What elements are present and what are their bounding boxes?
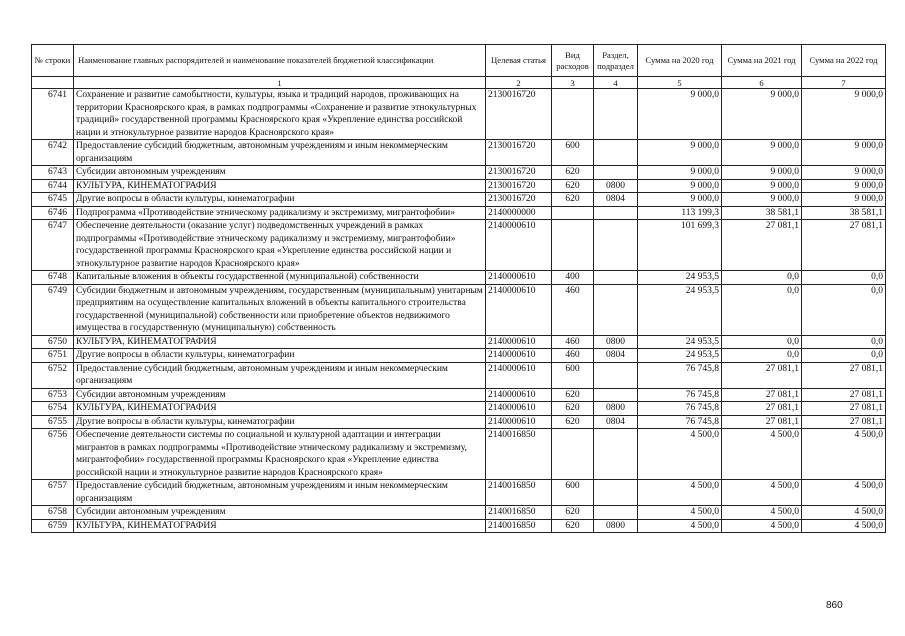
column-number: 5 [638,77,722,89]
sum-2021: 4 500,0 [722,480,802,506]
target-article: 2130016720 [486,89,552,140]
section-code [594,166,638,180]
target-article: 2140000610 [486,415,552,429]
row-number: 6746 [32,206,74,220]
expense-type: 460 [552,335,594,349]
expense-type [552,89,594,140]
table-row [32,362,886,388]
row-number: 6749 [32,284,74,335]
sum-2021: 9 000,0 [722,140,802,166]
sum-2022: 9 000,0 [802,140,886,166]
sum-2022: 38 581,1 [802,206,886,220]
target-article: 2140000000 [486,206,552,220]
expense-type: 620 [552,519,594,533]
sum-2020: 76 745,8 [638,388,722,402]
section-code [594,89,638,140]
sum-2021: 0,0 [722,271,802,285]
sum-2020: 24 953,5 [638,349,722,363]
header-sum-2022: Сумма на 2022 год [802,45,886,77]
section-code [594,206,638,220]
sum-2020: 76 745,8 [638,415,722,429]
section-code [594,388,638,402]
sum-2020: 4 500,0 [638,480,722,506]
table-row [32,388,886,402]
table-row [32,166,886,180]
table-row [32,284,886,335]
row-name: Другие вопросы в области культуры, кинематографии [74,415,486,429]
row-number: 6759 [32,519,74,533]
table-row [32,179,886,193]
target-article: 2140000610 [486,335,552,349]
target-article: 2140016850 [486,519,552,533]
header-row-no: № строки [32,45,74,77]
row-number: 6758 [32,506,74,520]
header-sum-2020: Сумма на 2020 год [638,45,722,77]
budget-table-page [31,44,886,533]
row-name: Субсидии автономным учреждениям [74,506,486,520]
sum-2022: 9 000,0 [802,179,886,193]
sum-2022: 27 081,1 [802,415,886,429]
sum-2021: 0,0 [722,349,802,363]
sum-2022: 27 081,1 [802,402,886,416]
table-row [32,206,886,220]
table-row [32,220,886,271]
section-code: 0804 [594,415,638,429]
target-article: 2130016720 [486,193,552,207]
sum-2021: 0,0 [722,284,802,335]
sum-2021: 27 081,1 [722,415,802,429]
header-row [32,45,886,77]
expense-type: 620 [552,388,594,402]
row-name: Сохранение и развитие самобытности, культуры, языка и традиций народов, проживающих на территории Красноярского края, в рамках подпрограммы «Сохранение и развитие этнокультурных традиций» государственной программы Красноярского края «Укрепление единства российской нации и этнокультурное развитие народов Красноярского края» [74,89,486,140]
section-code: 0804 [594,349,638,363]
header-name: Наименование главных распорядителей и наименование показателей бюджетной классификации [74,45,486,77]
sum-2022: 9 000,0 [802,89,886,140]
column-number: 6 [722,77,802,89]
column-number: 3 [552,77,594,89]
sum-2021: 0,0 [722,335,802,349]
target-article: 2140000610 [486,271,552,285]
sum-2022: 0,0 [802,284,886,335]
sum-2022: 27 081,1 [802,220,886,271]
target-article: 2140000610 [486,402,552,416]
section-code [594,284,638,335]
expense-type [552,220,594,271]
sum-2021: 9 000,0 [722,179,802,193]
sum-2022: 4 500,0 [802,480,886,506]
sum-2020: 113 199,3 [638,206,722,220]
row-name: Другие вопросы в области культуры, кинематографии [74,193,486,207]
row-number: 6750 [32,335,74,349]
row-name: Обеспечение деятельности (оказание услуг) подведомственных учреждений в рамках подпрограммы «Противодействие этническому радикализму и экстремизму, мигрантофобии» государственной программы Красноярского края «Укрепление единства российской нации и этнокультурное развитие народов Красноярского края» [74,220,486,271]
sum-2020: 4 500,0 [638,429,722,480]
sum-2022: 9 000,0 [802,193,886,207]
section-code: 0800 [594,519,638,533]
target-article: 2140016850 [486,429,552,480]
sum-2021: 27 081,1 [722,402,802,416]
section-code: 0800 [594,402,638,416]
table-body [32,89,886,533]
row-name: КУЛЬТУРА, КИНЕМАТОГРАФИЯ [74,335,486,349]
section-code [594,140,638,166]
section-code [594,220,638,271]
target-article: 2130016720 [486,179,552,193]
target-article: 2140016850 [486,506,552,520]
table-row [32,480,886,506]
sum-2020: 76 745,8 [638,362,722,388]
row-number: 6751 [32,349,74,363]
table-row [32,140,886,166]
sum-2020: 9 000,0 [638,179,722,193]
row-number: 6747 [32,220,74,271]
header-type: Вид расходов [552,45,594,77]
row-number: 6754 [32,402,74,416]
column-number: 7 [802,77,886,89]
sum-2020: 9 000,0 [638,140,722,166]
target-article: 2130016720 [486,166,552,180]
target-article: 2140000610 [486,220,552,271]
section-code [594,480,638,506]
expense-type: 620 [552,415,594,429]
row-number: 6748 [32,271,74,285]
sum-2021: 27 081,1 [722,388,802,402]
expense-type [552,206,594,220]
target-article: 2130016720 [486,140,552,166]
expense-type: 600 [552,362,594,388]
sum-2021: 4 500,0 [722,506,802,520]
table-row [32,335,886,349]
header-target: Целевая статья [486,45,552,77]
row-name: КУЛЬТУРА, КИНЕМАТОГРАФИЯ [74,519,486,533]
row-name: Предоставление субсидий бюджетным, автономным учреждениям и иным некоммерческим организациям [74,362,486,388]
table-row [32,506,886,520]
sum-2020: 24 953,5 [638,284,722,335]
table-row [32,349,886,363]
row-name: Другие вопросы в области культуры, кинематографии [74,349,486,363]
sum-2021: 4 500,0 [722,519,802,533]
expense-type: 460 [552,284,594,335]
table-row [32,271,886,285]
expense-type: 620 [552,193,594,207]
sum-2020: 9 000,0 [638,166,722,180]
section-code: 0804 [594,193,638,207]
table-row [32,89,886,140]
row-name: КУЛЬТУРА, КИНЕМАТОГРАФИЯ [74,402,486,416]
sum-2022: 0,0 [802,349,886,363]
column-number-row [32,77,886,89]
sum-2022: 27 081,1 [802,388,886,402]
sum-2022: 27 081,1 [802,362,886,388]
sum-2020: 24 953,5 [638,335,722,349]
sum-2020: 4 500,0 [638,519,722,533]
sum-2021: 9 000,0 [722,166,802,180]
sum-2021: 9 000,0 [722,193,802,207]
expense-type: 460 [552,349,594,363]
row-number: 6756 [32,429,74,480]
row-number: 6744 [32,179,74,193]
target-article: 2140000610 [486,284,552,335]
column-number: 1 [74,77,486,89]
row-name: Субсидии автономным учреждениям [74,166,486,180]
budget-table [31,44,886,533]
target-article: 2140000610 [486,388,552,402]
expense-type: 620 [552,166,594,180]
target-article: 2140000610 [486,362,552,388]
row-number: 6752 [32,362,74,388]
sum-2020: 4 500,0 [638,506,722,520]
section-code [594,429,638,480]
row-name: Субсидии автономным учреждениям [74,388,486,402]
sum-2021: 27 081,1 [722,362,802,388]
sum-2020: 76 745,8 [638,402,722,416]
sum-2021: 27 081,1 [722,220,802,271]
sum-2021: 38 581,1 [722,206,802,220]
expense-type: 400 [552,271,594,285]
section-code [594,271,638,285]
section-code [594,362,638,388]
row-name: Обеспечение деятельности системы по социальной и культурной адаптации и интеграции мигрантов в рамках подпрограммы «Противодействие этническому радикализму и экстремизму, мигрантофобии» государственной программы Красноярского края «Укрепление единства российской нации и этнокультурное развитие народов Красноярского края» [74,429,486,480]
expense-type: 620 [552,402,594,416]
sum-2022: 4 500,0 [802,506,886,520]
row-name: Подпрограмма «Противодействие этническому радикализму и экстремизму, мигрантофобии» [74,206,486,220]
row-number: 6755 [32,415,74,429]
column-number: 4 [594,77,638,89]
row-name: КУЛЬТУРА, КИНЕМАТОГРАФИЯ [74,179,486,193]
sum-2022: 0,0 [802,271,886,285]
row-number: 6757 [32,480,74,506]
section-code: 0800 [594,335,638,349]
sum-2021: 9 000,0 [722,89,802,140]
sum-2021: 4 500,0 [722,429,802,480]
target-article: 2140000610 [486,349,552,363]
row-name: Субсидии бюджетным и автономным учреждениям, государственным (муниципальным) унитарным предприятиям на осуществление капитальных вложений в объекты капитального строительства государственной (муниципальной) собственности или приобретение объектов недвижимого имущества в государственную (муниципальную) собственность [74,284,486,335]
sum-2020: 9 000,0 [638,193,722,207]
sum-2020: 9 000,0 [638,89,722,140]
table-row [32,429,886,480]
sum-2022: 0,0 [802,335,886,349]
expense-type [552,429,594,480]
header-sum-2021: Сумма на 2021 год [722,45,802,77]
expense-type: 600 [552,140,594,166]
sum-2020: 101 699,3 [638,220,722,271]
row-number: 6741 [32,89,74,140]
table-row [32,519,886,533]
section-code [594,506,638,520]
table-row [32,415,886,429]
sum-2020: 24 953,5 [638,271,722,285]
row-number: 6745 [32,193,74,207]
row-number: 6743 [32,166,74,180]
table-row [32,193,886,207]
expense-type: 620 [552,506,594,520]
row-name: Предоставление субсидий бюджетным, автономным учреждениям и иным некоммерческим организациям [74,480,486,506]
row-name: Предоставление субсидий бюджетным, автономным учреждениям и иным некоммерческим организациям [74,140,486,166]
row-name: Капитальные вложения в объекты государственной (муниципальной) собственности [74,271,486,285]
section-code: 0800 [594,179,638,193]
row-number: 6753 [32,388,74,402]
table-row [32,402,886,416]
expense-type: 600 [552,480,594,506]
column-number-blank [32,77,74,89]
target-article: 2140016850 [486,480,552,506]
sum-2022: 4 500,0 [802,429,886,480]
row-number: 6742 [32,140,74,166]
expense-type: 620 [552,179,594,193]
page-number: 860 [826,600,843,611]
column-number: 2 [486,77,552,89]
sum-2022: 9 000,0 [802,166,886,180]
header-section: Раздел, подраздел [594,45,638,77]
sum-2022: 4 500,0 [802,519,886,533]
